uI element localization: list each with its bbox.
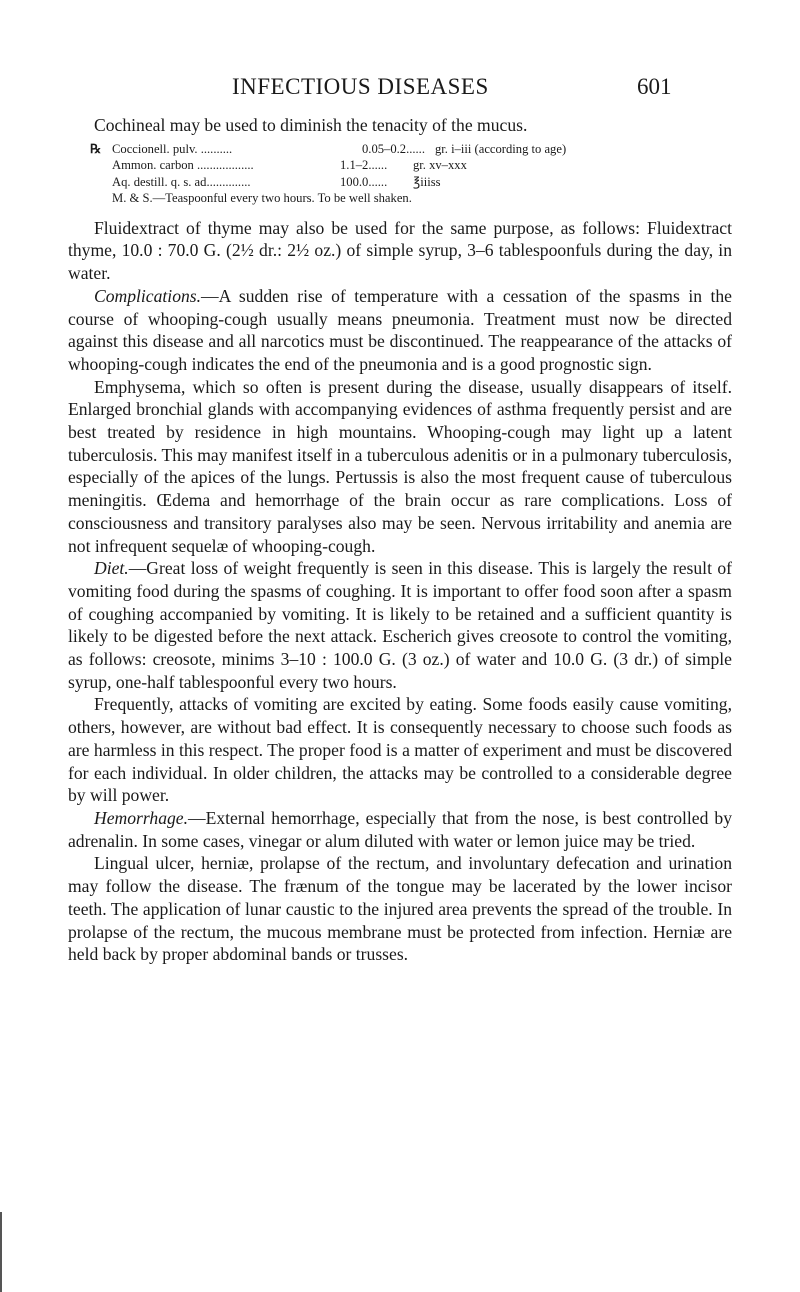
paragraph-text: —Great loss of weight frequently is seen in this disease. This is largely the result of vomiting food during the spasms of coughing. It is important to offer food soon after a spasm of coughing accompanied by vomiting. It is likely to be retained and a sufficient quantity is likely to be digested before the next attack. Escherich gives creosote to control the vomiting, as follows: creosote, minims 3–10 : 100.0 G. (3 oz.) of water and 10.0 G. (3 dr.) of simple syrup, one-half tablespoonful every two hours.: [68, 558, 732, 692]
section-label: Hemorrhage.: [94, 807, 188, 828]
rx-amount: 100.0......: [340, 174, 388, 189]
paragraph: [68, 557, 732, 693]
prescription-line: [90, 174, 732, 191]
rx-drug: Ammon. carbon ..................: [112, 158, 254, 173]
paragraph: [68, 285, 732, 376]
rx-dose: ℥iiiss: [413, 174, 441, 189]
running-title: INFECTIOUS DISEASES: [232, 74, 489, 99]
paragraph: [68, 693, 732, 807]
body-text: [68, 114, 732, 966]
prescription-directions: M. & S.—Teaspoonful every two hours. To be well shaken.: [112, 191, 412, 206]
paragraph: [68, 217, 732, 285]
paragraph: [68, 852, 732, 966]
rx-symbol: ℞: [90, 141, 102, 156]
prescription: [90, 141, 732, 207]
scan-edge-line: [0, 1212, 2, 1292]
paragraph: [68, 807, 732, 852]
prescription-directions-row: [90, 190, 732, 207]
rx-dose: gr. i–iii (according to age): [435, 141, 567, 156]
page-header: [0, 74, 800, 104]
section-label: Diet.: [94, 558, 129, 579]
rx-drug: Aq. destill. q. s. ad..............: [112, 174, 251, 189]
rx-amount: 1.1–2......: [340, 158, 388, 173]
paragraph-text: Frequently, attacks of vomiting are excited by eating. Some foods easily cause vomiting, others, however, are without bad effect. It is consequently necessary to choose such foods as are harmless in this respect. The proper food is a matter of experiment and must be discovered for each individual. In older children, the attacks may be controlled to a considerable degree by will power.: [68, 694, 732, 806]
prescription-line: [90, 141, 732, 158]
paragraph: [68, 376, 732, 558]
page-number: 601: [637, 74, 672, 99]
rx-dose: gr. xv–xxx: [413, 158, 467, 173]
paragraph-text: Fluidextract of thyme may also be used for the same purpose, as follows: Fluidextract thyme, 10.0 : 70.0 G. (2½ dr.: 2½ oz.) of simple syrup, 3–6 tablespoonfuls during the day, in water.: [68, 217, 732, 284]
section-label: Complications.: [94, 285, 202, 306]
paragraph-text: —A sudden rise of temperature with a cessation of the spasms in the course of whooping-cough usually means pneumonia. Treatment must now be directed against this disease and all narcotics must be discontinued. The reappearance of the attacks of whooping-cough indicates the end of the pneumonia and is a good prognostic sign.: [68, 285, 732, 374]
paragraph-text: Emphysema, which so often is present during the disease, usually disappears of itself. Enlarged bronchial glands with accompanying evidences of asthma frequently persist and are best treated by residence in high mountains. Whooping-cough may light up a latent tuberculosis. This may manifest itself in a tuberculous adenitis or in a pulmonary tuberculosis, especially of the apices of the lungs. Pertussis is also the most frequent cause of tuberculous meningitis. Œdema and hemorrhage of the brain occur as rare complications. Loss of consciousness and transitory paralyses also may be seen. Nervous irritability and anemia are not infrequent sequelæ of whooping-cough.: [68, 376, 732, 556]
rx-drug: Coccionell. pulv. ..........: [112, 141, 233, 156]
rx-amount: 0.05–0.2......: [362, 141, 425, 156]
prescription-line: [90, 157, 732, 174]
paragraph-text: Lingual ulcer, herniæ, prolapse of the rectum, and involuntary defecation and urination may follow the disease. The frænum of the tongue may be lacerated by the lower incisor teeth. The application of lunar caustic to the injured area prevents the spread of the trouble. In prolapse of the rectum, the mucous membrane must be protected from infection. Herniæ are held back by proper abdominal bands or trusses.: [68, 853, 732, 965]
paragraph-text: —External hemorrhage, especially that from the nose, is best controlled by adrenalin. In some cases, vinegar or alum diluted with water or lemon juice may be tried.: [68, 807, 732, 851]
intro-paragraph: Cochineal may be used to diminish the tenacity of the mucus.: [94, 115, 528, 135]
